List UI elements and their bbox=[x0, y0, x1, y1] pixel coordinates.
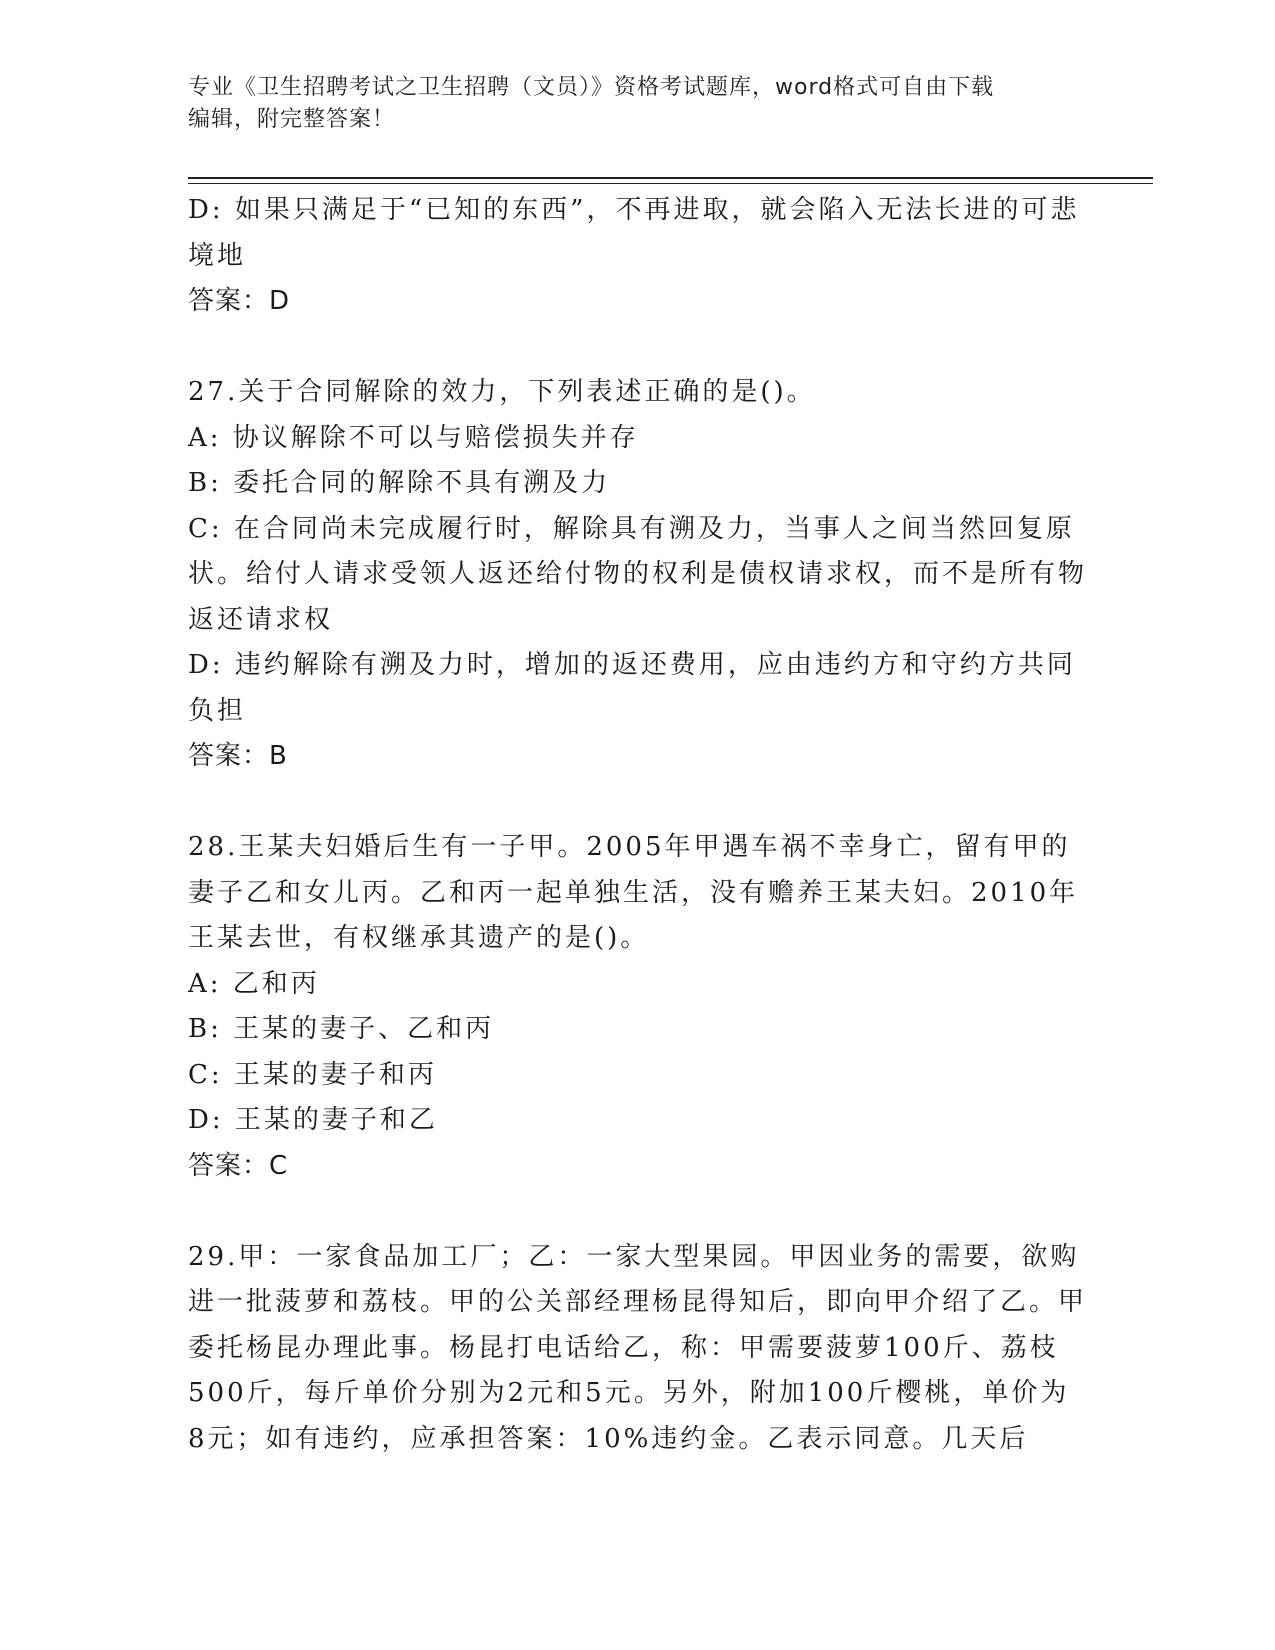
q28-answer: 答案：C bbox=[188, 1150, 289, 1181]
q28-option-c: C: 王某的妻子和丙 bbox=[188, 1059, 437, 1090]
question-spacer bbox=[188, 780, 1088, 826]
document-body bbox=[188, 188, 1088, 1462]
q28-stem: 28.王某夫妇婚后生有一子甲。2005年甲遇车祸不幸身亡，留有甲的妻子乙和女儿丙。乙和丙一起单独生活，没有赡养王某夫妇。2010年王某去世，有权继承其遗产的是()。 bbox=[188, 832, 1079, 953]
q28-option-a: A: 乙和丙 bbox=[188, 968, 320, 999]
page-header bbox=[188, 72, 1068, 136]
header-line-2: 编辑，附完整答案！ bbox=[188, 107, 396, 132]
prev-question-answer: 答案：D bbox=[188, 286, 291, 316]
prev-question-option-d: D: 如果只满足于“已知的东西”，不再进取，就会陷入无法长进的可悲境地 bbox=[188, 195, 1080, 271]
q29-stem: 29.甲：一家食品加工厂；乙：一家大型果园。甲因业务的需要，欲购进一批菠萝和荔枝。甲的公关部经理杨昆得知后，即向甲介绍了乙。甲委托杨昆办理此事。杨昆打电话给乙，称：甲需要菠萝100斤、荔枝500斤，每斤单价分别为2元和5元。另外，附加100斤樱桃，单价为8元；如有违约，应承担答案：10%违约金。乙表示同意。几天后 bbox=[188, 1241, 1088, 1454]
q27-stem: 27.关于合同解除的效力，下列表述正确的是()。 bbox=[188, 377, 816, 407]
question-spacer bbox=[188, 325, 1088, 371]
q28-option-b: B: 王某的妻子、乙和丙 bbox=[188, 1014, 495, 1044]
q28-option-d: D: 王某的妻子和乙 bbox=[188, 1105, 438, 1135]
q27-option-d: D: 违约解除有溯及力时，增加的返还费用，应由违约方和守约方共同负担 bbox=[188, 650, 1076, 726]
header-rule-thin bbox=[188, 183, 1153, 184]
q27-option-a: A: 协议解除不可以与赔偿损失并存 bbox=[188, 422, 639, 453]
q27-option-b: B: 委托合同的解除不具有溯及力 bbox=[188, 468, 611, 498]
question-spacer bbox=[188, 1189, 1088, 1235]
q27-answer: 答案：B bbox=[188, 741, 288, 771]
header-rule-thick bbox=[188, 177, 1153, 179]
q27-option-c: C: 在合同尚未完成履行时，解除具有溯及力，当事人之间当然回复原状。给付人请求受领人返还给付物的权利是债权请求权，而不是所有物返还请求权 bbox=[188, 513, 1088, 635]
header-line-1: 专业《卫生招聘考试之卫生招聘（文员）》资格考试题库，word格式可自由下载 bbox=[188, 75, 995, 100]
